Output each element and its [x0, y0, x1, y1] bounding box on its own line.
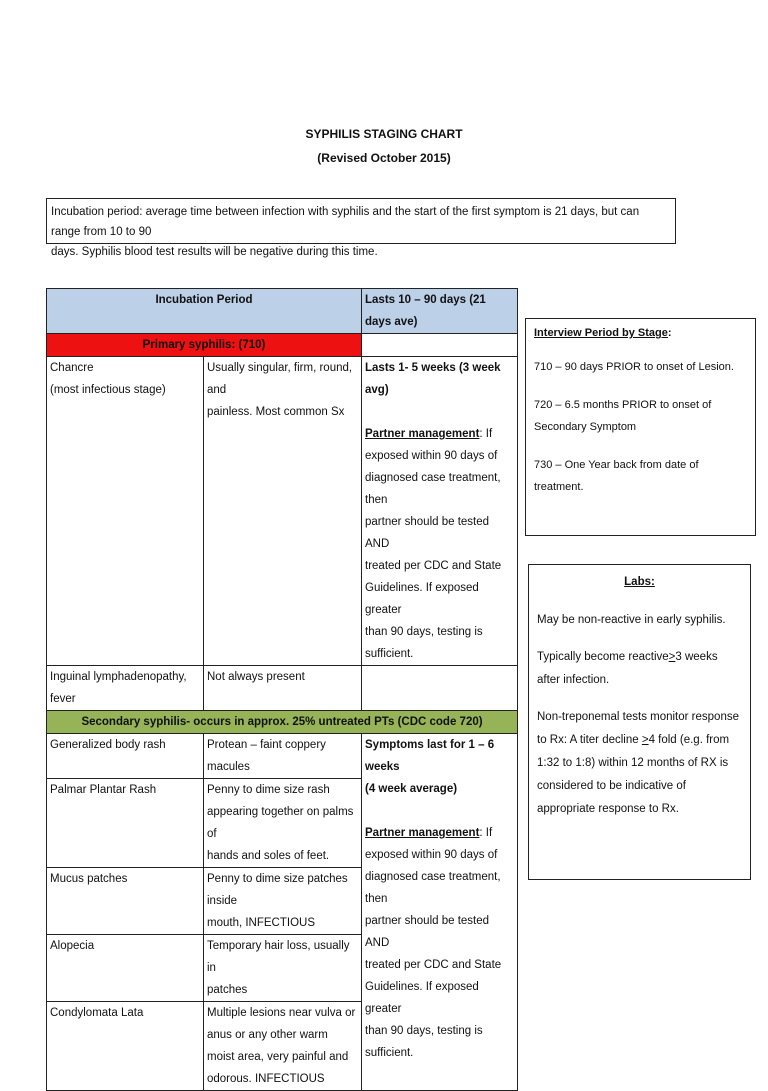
incubation-note-box — [46, 198, 676, 258]
secondary-duration: Symptoms last for 1 – 6 weeks — [365, 739, 495, 773]
interview-item: 710 – 90 days PRIOR to onset of Lesion. — [534, 361, 734, 373]
symptom-chancre: Chancre — [50, 362, 94, 374]
interview-title-colon: : — [667, 327, 672, 339]
labs-text: 3 weeks after infection. — [537, 651, 718, 686]
description-cell — [204, 935, 362, 1002]
interview-period-box — [525, 318, 756, 536]
staging-table — [46, 288, 518, 1091]
partner-line: exposed within 90 days of — [365, 849, 498, 861]
partner-mgmt-label: Partner management — [365, 428, 480, 440]
description-cell — [204, 779, 362, 868]
primary-duration: Lasts 1- 5 weeks (3 week avg) — [365, 362, 501, 396]
primary-heading: Primary syphilis: (710) — [47, 334, 362, 357]
incubation-row — [47, 289, 518, 334]
labs-title: Labs: — [624, 576, 655, 588]
labs-text: 4 fold (e.g. from 1:32 to 1:8) within 12 months of RX is considered to be indicative of appropriate response to Rx. — [537, 734, 730, 815]
partner-line: treated per CDC and State — [365, 959, 502, 971]
interview-item: 720 – 6.5 months PRIOR to onset of Secondary Symptom — [534, 399, 712, 433]
interview-title-text: Interview Period by Stage — [534, 327, 668, 339]
symptom-cell — [47, 357, 204, 666]
primary-heading-row — [47, 334, 518, 357]
interview-item: 730 – One Year back from date of treatment. — [534, 459, 699, 493]
partner-line: Guidelines. If exposed greater — [365, 582, 479, 616]
symptom-cell: Alopecia — [47, 935, 204, 1002]
blank-cell — [362, 666, 518, 711]
partner-line: partner should be tested AND — [365, 915, 490, 949]
desc-line: appearing together on palms of — [207, 806, 354, 840]
page-title — [0, 122, 768, 170]
partner-line: diagnosed case treatment, then — [365, 871, 501, 905]
desc-line: anus or any other warm — [207, 1029, 328, 1041]
labs-paragraph: May be non-reactive in early syphilis. — [537, 614, 726, 626]
partner-line: Guidelines. If exposed greater — [365, 981, 479, 1015]
labs-text: Typically become reactive — [537, 651, 669, 663]
desc-line: Multiple lesions near vulva or — [207, 1007, 356, 1019]
description-cell: Protean – faint coppery macules — [204, 734, 362, 779]
partner-line: : If — [479, 428, 493, 440]
desc-line: Penny to dime size patches inside — [207, 873, 348, 907]
partner-line: sufficient. — [365, 648, 414, 660]
labs-gte-symbol: > — [668, 651, 676, 663]
labs-text: Non-treponemal tests monitor response to Rx: A titer decline — [537, 711, 739, 746]
description-cell — [204, 868, 362, 935]
partner-line: partner should be tested AND — [365, 516, 490, 550]
desc-line: mouth, INFECTIOUS — [207, 917, 315, 929]
desc-line: Usually singular, firm, round, and — [207, 362, 353, 396]
partner-mgmt-secondary — [365, 822, 514, 844]
secondary-heading-row — [47, 711, 518, 734]
symptom-cell: Inguinal lymphadenopathy, fever — [47, 666, 204, 711]
desc-line: odorous. INFECTIOUS — [207, 1073, 325, 1085]
incubation-note-line-1: Incubation period: average time between infection with syphilis and the start of the first symptom is 21 days, but can range from 10 to 90 — [51, 206, 640, 238]
partner-line: than 90 days, testing is — [365, 1025, 483, 1037]
partner-line: diagnosed case treatment, then — [365, 472, 501, 506]
description-cell — [204, 1002, 362, 1091]
symptom-cell: Mucus patches — [47, 868, 204, 935]
secondary-heading: Secondary syphilis- occurs in approx. 25% untreated PTs (CDC code 720) — [47, 711, 518, 734]
symptom-cell: Palmar Plantar Rash — [47, 779, 204, 868]
partner-line: sufficient. — [365, 1047, 414, 1059]
desc-line: patches — [207, 984, 248, 996]
partner-line: than 90 days, testing is — [365, 626, 483, 638]
interview-title — [534, 322, 747, 344]
desc-line: Penny to dime size rash — [207, 784, 330, 796]
table-row — [47, 734, 518, 779]
labs-paragraph — [537, 646, 742, 692]
partner-line: treated per CDC and State — [365, 560, 502, 572]
primary-heading-blank — [362, 334, 518, 357]
secondary-duration-cell — [362, 734, 518, 1091]
table-row — [47, 357, 518, 666]
title-line-1: SYPHILIS STAGING CHART — [305, 127, 463, 141]
desc-line: painless. Most common Sx — [207, 406, 345, 418]
title-line-2: (Revised October 2015) — [317, 151, 451, 165]
desc-line: Temporary hair loss, usually in — [207, 940, 350, 974]
desc-line: moist area, very painful and — [207, 1051, 349, 1063]
labs-paragraph — [537, 706, 742, 821]
table-row — [47, 666, 518, 711]
desc-line: hands and soles of feet. — [207, 850, 330, 862]
partner-mgmt-primary — [365, 423, 514, 445]
partner-mgmt-label: Partner management — [365, 827, 480, 839]
partner-line: exposed within 90 days of — [365, 450, 498, 462]
secondary-duration-avg: (4 week average) — [365, 783, 458, 795]
incubation-duration: Lasts 10 – 90 days (21 days ave) — [362, 289, 518, 334]
symptom-cell: Generalized body rash — [47, 734, 204, 779]
description-cell: Not always present — [204, 666, 362, 711]
labs-gte-symbol: > — [641, 734, 649, 746]
labs-box — [528, 564, 751, 880]
incubation-label: Incubation Period — [47, 289, 362, 334]
incubation-note-line-2: days. Syphilis blood test results will be negative during this time. — [51, 246, 378, 258]
primary-duration-cell — [362, 357, 518, 666]
description-cell — [204, 357, 362, 666]
symptom-cell: Condylomata Lata — [47, 1002, 204, 1091]
partner-line: : If — [479, 827, 493, 839]
symptom-chancre-note: (most infectious stage) — [50, 384, 166, 396]
